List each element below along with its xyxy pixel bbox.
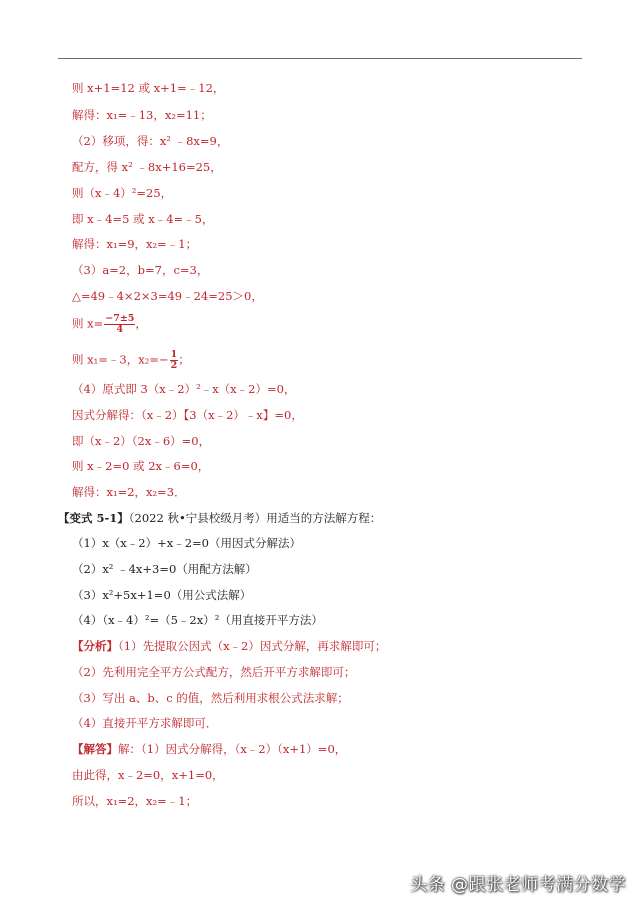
- answer-tag: 【解答】: [72, 742, 118, 756]
- analysis-line: [72, 638, 386, 654]
- solution-line: 因式分解得：（x﹣2）【3（x﹣2）﹣x】=0，: [72, 408, 303, 422]
- answer-line: [72, 741, 346, 757]
- solution-line: 解得：x₁=2，x₂=3．: [72, 485, 186, 499]
- watermark: 头条 @跟张老师考满分数学: [410, 875, 626, 895]
- solution-line: 解得：x₁=9，x₂=﹣1；: [72, 237, 198, 251]
- exercise-item: （3）x²+5x+1=0（用公式法解）: [72, 588, 252, 602]
- solution-line-fraction: [72, 350, 190, 371]
- solution-line: 即 x﹣4=5 或 x﹣4=﹣5，: [72, 212, 214, 226]
- analysis-tag: 【分析】: [72, 639, 118, 653]
- fraction-numerator: 1: [170, 349, 178, 360]
- solution-line: （2）移项，得：x² ﹣8x=9，: [72, 134, 229, 148]
- solution-line: （4）原式即 3（x﹣2）²﹣x（x﹣2）=0，: [72, 382, 296, 396]
- answer-text: 解：（1）因式分解得，（x﹣2）（x+1）=0，: [118, 742, 347, 756]
- solution-line: △=49﹣4×2×3=49﹣24=25＞0，: [72, 289, 263, 303]
- solution-line: 则 x+1=12 或 x+1=﹣12，: [72, 81, 225, 95]
- solution-line: 则 x﹣2=0 或 2x﹣6=0，: [72, 459, 210, 473]
- solution-line: 配方，得 x² ﹣8x+16=25，: [72, 160, 222, 174]
- fraction: [104, 314, 135, 335]
- page-top-rule: [58, 58, 582, 59]
- answer-line: 由此得，x﹣2=0，x+1=0，: [72, 768, 224, 782]
- solution-line: 即（x﹣2）（2x﹣6）=0，: [72, 434, 211, 448]
- exercise-prompt: （2022 秋•宁县校级月考）用适当的方法解方程：: [128, 511, 382, 525]
- fraction: [170, 350, 179, 371]
- exercise-item: （4）（x﹣4）²=（5﹣2x）²（用直接开平方法）: [72, 613, 323, 627]
- solution-line: （3）a=2，b=7，c=3，: [72, 263, 209, 277]
- fraction-prefix: 则 x₁=﹣3，x₂=−: [72, 352, 169, 367]
- solution-line: 解得：x₁=﹣13，x₂=11；: [72, 108, 212, 122]
- exercise-tag: 【变式 5-1】: [58, 511, 129, 525]
- fraction-numerator: −7±5: [105, 313, 135, 324]
- fraction-denominator: 4: [116, 324, 124, 335]
- fraction-suffix: ，: [135, 316, 147, 331]
- exercise-heading: [58, 510, 381, 526]
- fraction-prefix: 则 x=: [72, 316, 104, 331]
- solution-line: 则（x﹣4）²=25，: [72, 186, 173, 200]
- answer-line: 所以，x₁=2，x₂=﹣1；: [72, 794, 198, 808]
- exercise-item: （1）x（x﹣2）+x﹣2=0（用因式分解法）: [72, 536, 301, 550]
- analysis-text: （1）先提取公因式（x﹣2）因式分解，再求解即可；: [118, 639, 387, 653]
- solution-line-fraction: [72, 314, 147, 335]
- analysis-line: （3）写出 a、b、c 的值，然后利用求根公式法求解；: [72, 691, 349, 705]
- analysis-line: （4）直接开平方求解即可．: [72, 716, 218, 730]
- analysis-line: （2）先利用完全平方公式配方，然后开平方求解即可；: [72, 665, 356, 679]
- fraction-denominator: 2: [170, 360, 178, 371]
- exercise-item: （2）x² ﹣4x+3=0（用配方法解）: [72, 562, 257, 576]
- fraction-suffix: ；: [178, 352, 190, 367]
